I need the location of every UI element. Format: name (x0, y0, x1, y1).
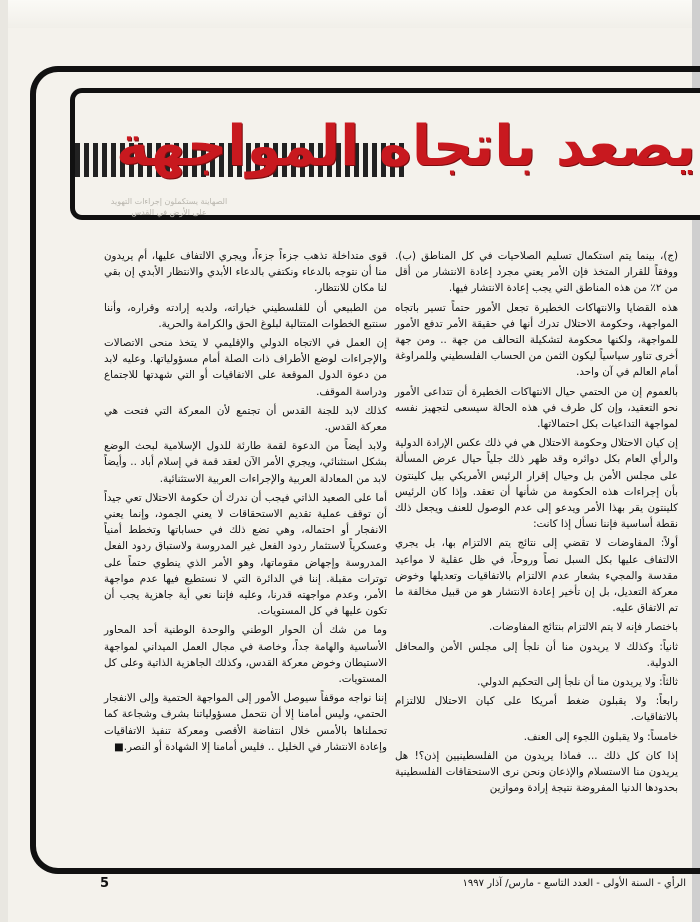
article-paragraph: (ج)، بينما يتم استكمال تسليم الصلاحيات في كل المناطق (ب). ووفقاً للقرار المتخذ فإن الأمر يعني مجرد إعادة الانتشار من أقل من ٢٪ من هذه المناطق التي يجب إعادة الانتشار فيها. (395, 250, 678, 295)
article-paragraph: هذه القضايا والانتهاكات الخطيرة تجعل الأمور حتماً تسير باتجاه المواجهة، وحكومة الاحتلال تدرك أنها في حقيقة الأمر تدفع الأمور للمواجهة، ولكنها محكومة لتشكيلة التحالف من جهة .. ومن جهة أخرى تناور سياسياً ليكون الثمن من الحساب الفلسطيني وللمراوغة أمام العالم في آن واحد. (395, 301, 678, 379)
article-paragraph: وما من شك أن الحوار الوطني والوحدة الوطنية أحد المحاور الأساسية والهامة جداً، وخاصة في مجال العمل الميداني لمواجهة الاستيطان وخوض معركة القدس، وكذلك الجاهزية الذاتية وعلى كل المستويات. (104, 624, 387, 686)
article-paragraph: أولاً: المفاوضات لا تقضي إلى نتائج يتم الالتزام بها، بل يجري الالتفاف عليها بكل السبل نصاً وروحاً، في ظل عقلية لا مواعيد مقدسة والمجيء بشعار عدم الالتزام بالاتفاقيات وتعديلها وخوض معركة التعديل، بل إن تأخير إعادة الانتشار هو من قبيل مخالفة ما تم الاتفاق عليه. (395, 537, 678, 615)
article-paragraph: قوى متداخلة تذهب جزءاً جزءاً، ويجري الالتفاف عليها، أم يريدون منا أن نتوجه بالدعاء ونكتفي بالدعاء الأبدي والانتظار الأبدي إن بقي لنا مكان للانتظار. (104, 250, 387, 295)
page-footer (100, 876, 686, 894)
article-paragraph: إذا كان كل ذلك ... فماذا يريدون من الفلسطينيين إذن؟! هل يريدون منا الاستسلام والإذعان ونحن نرى الاستحقاقات الفلسطينية بحدودها الدنيا المفروضة نتيجة إرادة وموازين (395, 749, 678, 795)
article-paragraph: ولابد أيضاً من الدعوة لقمة طارئة للدول الإسلامية لبحث الوضع بشكل استثنائي، ويجري الأمر الآن لعقد قمة في إسلام أباد .. وأيضاً لابد من المعادلة العربية والإجراءات العربية الاستثنائية. (104, 440, 387, 485)
footer-publication-info: الرأي - السنة الأولى - العدد التاسع - مارس/ آذار ١٩٩٧ (462, 878, 686, 889)
article-paragraph: إن العمل في الاتجاه الدولي والإقليمي لا يتخذ منحى الاتصالات والإجراءات لوضع الأطراف ذات الصلة أمام مسؤولياتها. وعليه لابد من دعوة الدول الموقعة على الاتفاقيات أو التي شهدتها للاجتماع ودراسة الموقف. (104, 337, 387, 398)
article-paragraph: ثالثاً: ولا يريدون منا أن نلجأ إلى التحكيم الدولي. (477, 676, 678, 689)
article-paragraph: من الطبيعي أن للفلسطيني خياراته، ولديه إرادته وقراره، وأننا سنتبع الخطوات المتتالية لبلوغ الحق والكرامة والحرية. (104, 301, 387, 330)
article-paragraph: بالعموم إن من الحتمي حيال الانتهاكات الخطيرة أن تتداعى الأمور نحو التعقيد، وإن كل طرف في هذه الحالة سيسعى لتجهيز نفسه لمواجهة التداعيات بكل احتمالاتها. (395, 385, 678, 431)
headline: يصعد باتجاه المواجهة (115, 114, 696, 179)
article-paragraph: إننا نواجه موقفاً سيوصل الأمور إلى المواجهة الحتمية وإلى الانفجار الحتمي، وليس أمامنا إلا أن نتحمل مسؤولياتنا بشرف وشجاعة كما تحملناها بالأمس خلال انتفاضة الأقصى ومعركة تنفيذ الاتفاقيات وإعادة الانتشار في الخليل .. فليس أمامنا إلا الشهادة أو النصر.■ (104, 692, 387, 753)
article-paragraph: خامساً: ولا يقبلون اللجوء إلى العنف. (523, 730, 678, 743)
article-paragraph: أما على الصعيد الذاتي فيجب أن ندرك أن حكومة الاحتلال تعي جيداً أن توقف عملية تقديم الاستحقاقات لا يعني الجمود، وإنما يعني الانفجار أو احتماله، وهي تضع ذلك في حساباتها وتخطط أمنياً وعسكرياً لاستثمار ردود الفعل غير المدروسة ولاستباق ردود الفعل المدروسة وإجهاض مقوماتها، وهو الأمر الذي ينطوي حتماً على توترات مقبلة. إننا في الدائرة التي لا نستطيع فيها عدم مواجهة الأمر، وعدم مواجهته قدرنا، وعليه فإننا نعي أية جاهزية يجب أن تكون عليها في كل المستويات. (104, 491, 387, 618)
article-paragraph: باختصار فإنه لا يتم الالتزام بنتائج المفاوضات. (488, 621, 678, 634)
faded-caption: الصهاينة يستكملون إجراءات التهويد على الأرض في القدس (110, 197, 228, 217)
article-paragraph: ثانياً: وكذلك لا يريدون منا أن نلجأ إلى مجلس الأمن والمحافل الدولية. (395, 640, 678, 669)
article-paragraph: كذلك لابد للجنة القدس أن تجتمع لأن المعركة التي فتحت هي معركة القدس. (104, 404, 387, 434)
article-paragraph: إن كيان الاحتلال وحكومة الاحتلال هي في ذلك عكس الإرادة الدولية والرأي العام بكل دوائره وقد ظهر ذلك جلياً حيال عرض المسألة على مجلس الأمن بل وحيال إقرار الرئيس الأمريكي بيل كلينتون بأن إجراءات هذه الحكومة من شأنها أن تعقد. وإذا كان الرئيس كلينتون يقر بهذا الأمر ويدعو إلى عدم الوصول للعنف ويجعل ذلك نقطة أساسية فإننا نسأل إذا كانت: (395, 437, 678, 531)
article-column-left (104, 248, 387, 758)
page-number: 5 (100, 876, 110, 891)
page-top-margin (8, 0, 692, 28)
article-paragraph: رابعاً: ولا يقبلون ضغط أمريكا على كيان الاحتلال للالتزام بالاتفاقيات. (395, 695, 678, 724)
article-column-right (395, 248, 678, 800)
